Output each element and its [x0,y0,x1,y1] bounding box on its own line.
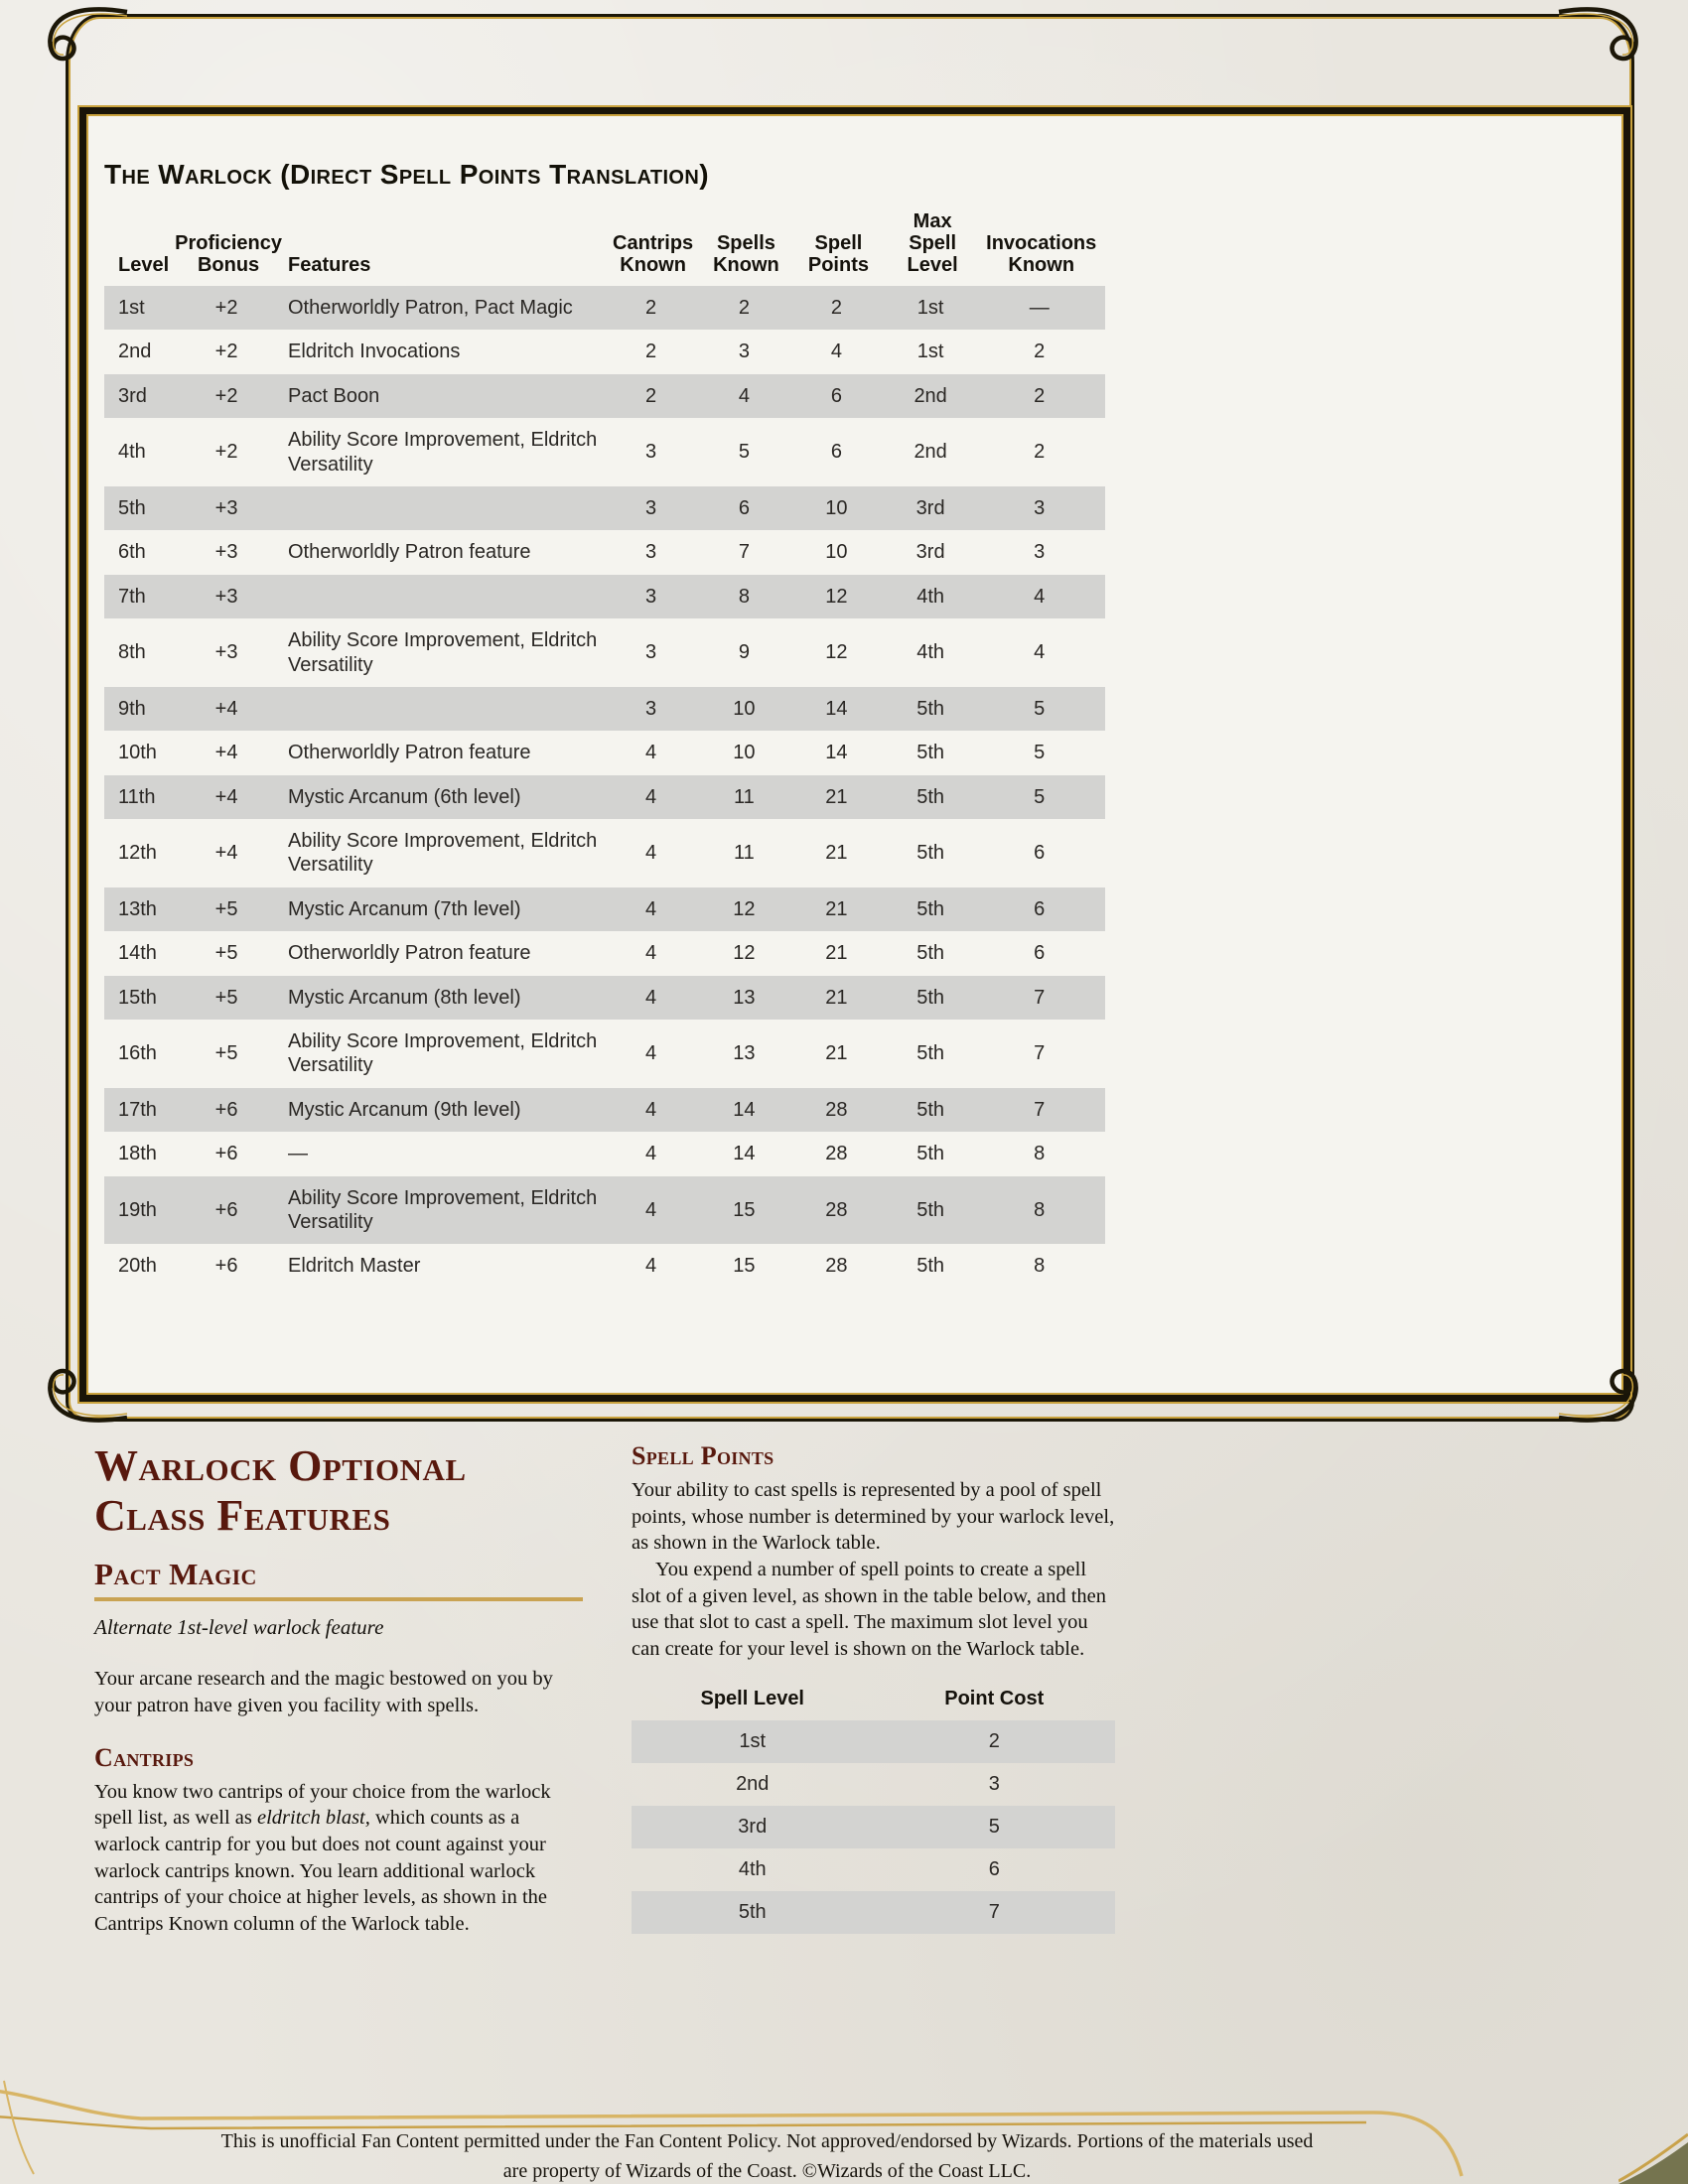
cell-spell_level: 3rd [738,1816,768,1839]
cell-cantrips: 3 [645,541,657,564]
cell-max_level: 1st [916,297,944,319]
column-header: Invocations Known [986,232,1097,276]
cell-invocations: 6 [1034,842,1046,865]
spell-points-column [632,1441,1115,1934]
cell-max_level: 5th [916,1098,945,1121]
cell-points: 28 [825,1143,848,1165]
footer-line2: are property of Wizards of the Coast. ©Wizards of the Coast LLC. [502,2160,1032,2182]
cell-level: 5th [118,496,146,519]
cell-points: 12 [825,641,848,664]
cell-max_level: 5th [916,986,945,1009]
pact-magic-heading: Pact Magic [94,1557,257,1592]
cell-level: 4th [118,441,146,464]
cell-spells: 10 [733,697,756,720]
cost-table-row [632,1763,1115,1806]
cell-invocations: 5 [1034,697,1046,720]
cost-table-row [632,1891,1115,1934]
cell-invocations: 8 [1034,1143,1046,1165]
cell-cantrips: 4 [645,1143,657,1165]
cell-invocations: 3 [1034,541,1046,564]
cell-level: 17th [118,1098,157,1121]
column-header: Max Spell Level [907,210,958,276]
cell-cantrips: 3 [645,641,657,664]
cell-level: 7th [118,585,146,608]
gold-rule [94,1597,583,1601]
frame-corner-flourish-icon [40,2,129,91]
cell-spells: 9 [738,641,750,664]
cell-level: 14th [118,942,157,965]
cost-table-row [632,1848,1115,1891]
cell-cantrips: 2 [645,341,657,363]
column-header: Level [118,254,170,276]
cell-cantrips: 2 [645,297,657,319]
cell-prof: +6 [214,1098,238,1121]
cell-max_level: 4th [916,585,945,608]
cell-level: 18th [118,1143,157,1165]
cell-spells: 4 [738,384,750,407]
warlock-table-row [104,374,1105,418]
cost-table-row [632,1806,1115,1848]
column-header: Spells Known [713,232,779,276]
cell-points: 2 [830,297,842,319]
warlock-table-row [104,887,1105,931]
cell-prof: +5 [214,942,238,965]
cell-max_level: 3rd [915,541,945,564]
cell-max_level: 5th [916,785,945,808]
cell-prof: +6 [214,1255,238,1278]
cell-points: 6 [830,441,842,464]
cell-prof: +3 [214,585,238,608]
cell-invocations: 7 [1034,1098,1046,1121]
cell-prof: +5 [214,986,238,1009]
cell-cantrips: 2 [645,384,657,407]
warlock-table-body [104,286,1105,1289]
warlock-table [104,210,1105,1289]
cell-features: Otherworldly Patron feature [287,942,531,965]
column-header: Cantrips Known [613,232,694,276]
cell-spells: 5 [738,441,750,464]
cell-invocations: 5 [1034,785,1046,808]
frame-corner-flourish-icon [1557,2,1646,91]
cell-spells: 13 [733,986,756,1009]
cell-max_level: 2nd [914,441,947,464]
cell-invocations: 7 [1034,1042,1046,1065]
cell-prof: +3 [214,541,238,564]
cell-features: Eldritch Invocations [287,341,461,363]
frame-corner-flourish-icon [40,1338,129,1428]
cost-table-header [632,1688,1115,1720]
cell-invocations: 7 [1034,986,1046,1009]
cantrips-body-text: You know two cantrips of your choice from the warlock spell list, as well as [94,1780,551,1830]
cell-features [288,687,609,731]
warlock-table-row [104,1176,1105,1245]
cell-points: 21 [825,897,848,920]
cell-max_level: 5th [916,1255,945,1278]
cell-invocations: 8 [1034,1255,1046,1278]
cell-prof: +3 [214,641,238,664]
cell-prof: +6 [214,1198,238,1221]
cell-points: 14 [825,697,848,720]
cell-spells: 15 [733,1255,756,1278]
cell-level: 6th [118,541,146,564]
warlock-table-row [104,286,1105,330]
cell-max_level: 1st [916,341,944,363]
cell-cantrips: 4 [645,942,657,965]
cell-invocations: 4 [1034,585,1046,608]
cell-point_cost: 7 [988,1901,1000,1924]
cell-points: 21 [825,1042,848,1065]
cell-prof: +5 [214,1042,238,1065]
cell-level: 8th [118,641,146,664]
warlock-table-row [104,1132,1105,1175]
warlock-table-header-row [104,210,1105,286]
pact-magic-subtitle: Alternate 1st-level warlock feature [94,1615,384,1640]
cell-spells: 14 [733,1143,756,1165]
features-column [94,1441,583,1937]
cell-points: 12 [825,585,848,608]
cell-level: 10th [118,742,157,764]
cell-features: Pact Boon [287,384,380,407]
cell-features [288,575,609,618]
cell-level: 9th [118,697,146,720]
spell-points-heading: Spell Points [632,1441,774,1470]
cell-cantrips: 4 [645,897,657,920]
cell-points: 14 [825,742,848,764]
warlock-table-row [104,418,1105,486]
cell-invocations: 5 [1034,742,1046,764]
cost-table-header-row [632,1688,1115,1720]
column-header: Features [287,254,371,276]
cell-invocations: — [1029,297,1050,319]
cell-level: 2nd [118,341,152,363]
column-header: Proficiency Bonus [175,232,282,276]
cell-invocations: 8 [1034,1198,1046,1221]
cell-features: — [287,1143,308,1165]
cell-max_level: 2nd [914,384,947,407]
cantrips-body [94,1779,583,1938]
cost-table-body [632,1720,1115,1934]
cell-invocations: 2 [1034,341,1046,363]
cell-spells: 7 [738,541,750,564]
cell-features: Ability Score Improvement, Eldritch Versatility [287,629,598,676]
cell-spells: 12 [733,942,756,965]
warlock-table-row [104,931,1105,975]
cell-invocations: 3 [1034,496,1046,519]
cell-points: 21 [825,942,848,965]
warlock-table-row [104,575,1105,618]
cell-spells: 3 [738,341,750,363]
cell-features: Mystic Arcanum (7th level) [287,897,521,920]
cell-level: 3rd [118,384,147,407]
cell-points: 10 [825,541,848,564]
cell-invocations: 6 [1034,897,1046,920]
cell-prof: +2 [214,341,238,363]
cell-points: 28 [825,1255,848,1278]
cell-prof: +6 [214,1143,238,1165]
cell-invocations: 2 [1034,441,1046,464]
cell-prof: +2 [214,441,238,464]
cell-features [288,486,609,530]
cell-level: 12th [118,842,157,865]
cell-features: Otherworldly Patron, Pact Magic [287,297,573,319]
cell-points: 10 [825,496,848,519]
cell-features: Mystic Arcanum (9th level) [287,1098,521,1121]
cell-max_level: 5th [916,1198,945,1221]
cell-prof: +4 [214,785,238,808]
corner-art-icon [1618,2122,1688,2184]
cell-point_cost: 6 [988,1858,1000,1881]
warlock-table-row [104,530,1105,574]
warlock-table-row [104,618,1105,687]
cell-features: Ability Score Improvement, Eldritch Versatility [287,1030,598,1077]
cell-cantrips: 4 [645,785,657,808]
warlock-table-row [104,775,1105,819]
cell-invocations: 4 [1034,641,1046,664]
cell-max_level: 5th [916,897,945,920]
column-header: Spell Level [700,1688,804,1710]
cell-cantrips: 4 [645,842,657,865]
cell-spell_level: 5th [738,1901,767,1924]
cell-spell_level: 1st [739,1730,767,1753]
cell-spells: 6 [738,496,750,519]
cell-cantrips: 4 [645,1042,657,1065]
cell-points: 21 [825,842,848,865]
cell-cantrips: 4 [645,1255,657,1278]
cell-level: 11th [118,785,156,808]
warlock-table-row [104,731,1105,774]
cell-cantrips: 4 [645,742,657,764]
warlock-table-row [104,976,1105,1020]
cell-spells: 13 [733,1042,756,1065]
cell-max_level: 4th [916,641,945,664]
cell-spells: 15 [733,1198,756,1221]
cell-level: 15th [118,986,157,1009]
warlock-table-row [104,1020,1105,1088]
cell-point_cost: 5 [988,1816,1000,1839]
cell-cantrips: 3 [645,585,657,608]
cell-spells: 8 [738,585,750,608]
cell-spells: 14 [733,1098,756,1121]
cell-prof: +4 [214,742,238,764]
cell-max_level: 5th [916,1042,945,1065]
cell-features: Mystic Arcanum (6th level) [287,785,521,808]
warlock-table-row [104,1244,1105,1288]
cell-max_level: 5th [916,697,945,720]
cell-max_level: 3rd [915,496,945,519]
cell-cantrips: 4 [645,986,657,1009]
cell-spells: 11 [734,785,755,808]
cell-features: Otherworldly Patron feature [287,742,531,764]
cell-max_level: 5th [916,942,945,965]
cell-features: Otherworldly Patron feature [287,541,531,564]
cell-level: 20th [118,1255,157,1278]
cell-level: 16th [118,1042,157,1065]
cell-invocations: 2 [1034,384,1046,407]
cell-point_cost: 2 [988,1730,1000,1753]
cell-level: 19th [118,1198,157,1221]
cell-features: Eldritch Master [287,1255,421,1278]
cantrips-body-text: which counts as a warlock cantrip for you but does not count against your warlock cantrips known. You learn additional warlock cantrips of your choice at higher levels, as shown in the Cantrips Known column of the Warlock table. [94,1807,547,1935]
warlock-table-row [104,330,1105,373]
cell-points: 21 [825,986,848,1009]
cell-prof: +4 [214,842,238,865]
cell-max_level: 5th [916,842,945,865]
cell-max_level: 5th [916,1143,945,1165]
cell-spell_level: 4th [738,1858,767,1881]
warlock-table-title: The Warlock (Direct Spell Points Translation) [104,159,709,190]
cell-spell_level: 2nd [736,1773,770,1796]
cantrips-heading: Cantrips [94,1742,195,1772]
cell-point_cost: 3 [988,1773,1000,1796]
spell-cost-table [632,1688,1115,1934]
cell-prof: +3 [214,496,238,519]
cell-level: 1st [118,297,145,319]
cell-prof: +2 [214,297,238,319]
pact-magic-body: Your arcane research and the magic bestowed on you by your patron have given you facility with spells. [94,1668,553,1716]
cell-invocations: 6 [1034,942,1046,965]
cell-level: 13th [118,897,157,920]
cell-features: Ability Score Improvement, Eldritch Versatility [287,1186,598,1233]
cell-features: Ability Score Improvement, Eldritch Versatility [287,429,598,476]
spell-points-para2: You expend a number of spell points to create a spell slot of a given level, as shown in the table below, and then use that slot to cast a spell. The maximum slot level you can create for your level is shown on the Warlock table. [632,1558,1107,1660]
cell-points: 4 [830,341,842,363]
cell-points: 28 [825,1198,848,1221]
cell-points: 6 [830,384,842,407]
frame-corner-flourish-icon [1557,1338,1646,1428]
cell-points: 21 [825,785,848,808]
warlock-table-row [104,486,1105,530]
cell-prof: +4 [214,697,238,720]
cell-cantrips: 3 [645,697,657,720]
cost-table-row [632,1720,1115,1763]
warlock-table-row [104,1088,1105,1132]
cell-cantrips: 3 [645,441,657,464]
section-heading: Warlock Optional Class Features [94,1441,467,1541]
footer-line1: This is unofficial Fan Content permitted under the Fan Content Policy. Not approved/endorsed by Wizards. Portions of the materials used [220,2130,1314,2152]
cell-cantrips: 4 [645,1098,657,1121]
cantrips-body-italic: eldritch blast, [256,1807,370,1830]
cell-points: 28 [825,1098,848,1121]
warlock-table-row [104,819,1105,887]
column-header: Spell Points [807,232,869,276]
cell-spells: 10 [733,742,756,764]
cell-prof: +2 [214,384,238,407]
column-header: Point Cost [944,1688,1045,1710]
cell-max_level: 5th [916,742,945,764]
cell-spells: 2 [738,297,750,319]
warlock-table-header [104,210,1105,286]
cell-cantrips: 4 [645,1198,657,1221]
warlock-table-row [104,687,1105,731]
spell-points-para1: Your ability to cast spells is represented by a pool of spell points, whose number is determined by your warlock level, as shown in the Warlock table. [632,1479,1115,1555]
cell-prof: +5 [214,897,238,920]
cell-spells: 12 [733,897,756,920]
cell-features: Ability Score Improvement, Eldritch Versatility [287,830,598,877]
page-footer [0,2126,1534,2184]
cell-spells: 11 [734,842,755,865]
cell-features: Mystic Arcanum (8th level) [287,986,521,1009]
cell-cantrips: 3 [645,496,657,519]
